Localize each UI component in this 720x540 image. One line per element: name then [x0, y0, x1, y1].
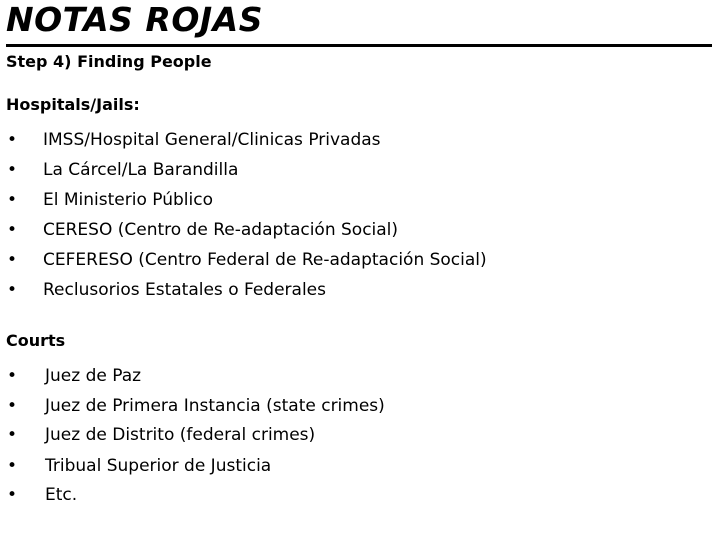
- bullet-icon: •: [7, 160, 18, 180]
- bullet-icon: •: [7, 425, 18, 445]
- section-heading-courts: Courts: [6, 331, 66, 350]
- bullet-icon: •: [7, 130, 18, 150]
- bullet-icon: •: [7, 220, 18, 240]
- list-item-text: El Ministerio Público: [43, 190, 213, 210]
- bullet-icon: •: [7, 190, 18, 210]
- list-item-text: Etc.: [45, 485, 78, 505]
- bullet-icon: •: [7, 280, 18, 300]
- title-underline: [6, 44, 712, 47]
- list-item-text: Tribual Superior de Justicia: [45, 456, 272, 476]
- section-heading-hospitals-jails: Hospitals/Jails:: [6, 95, 140, 114]
- list-item-text: Juez de Primera Instancia (state crimes): [45, 396, 385, 416]
- bullet-icon: •: [7, 485, 18, 505]
- bullet-icon: •: [7, 396, 18, 416]
- list-item-text: Juez de Paz: [45, 366, 142, 386]
- bullet-icon: •: [7, 366, 18, 386]
- bullet-icon: •: [7, 456, 18, 476]
- page-title: NOTAS ROJAS: [6, 0, 263, 39]
- list-item-text: La Cárcel/La Barandilla: [43, 160, 239, 180]
- list-item-text: Juez de Distrito (federal crimes): [45, 425, 316, 445]
- list-item-text: IMSS/Hospital General/Clinicas Privadas: [43, 130, 381, 150]
- page-subtitle: Step 4) Finding People: [6, 52, 212, 71]
- bullet-icon: •: [7, 250, 18, 270]
- list-item-text: CERESO (Centro de Re-adaptación Social): [43, 220, 399, 240]
- list-item-text: Reclusorios Estatales o Federales: [43, 280, 326, 300]
- list-item-text: CEFERESO (Centro Federal de Re-adaptación Social): [43, 250, 487, 270]
